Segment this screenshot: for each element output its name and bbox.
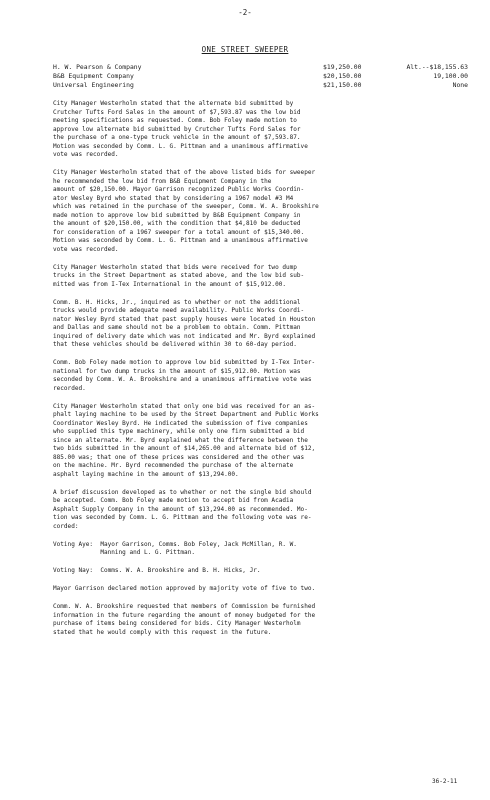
text-line: phalt laying machine to be used by the Street Department and Public Works (53, 411, 319, 418)
text-line: approve low alternate bid submitted by Crutcher Tufts Ford Sales for (53, 125, 301, 133)
text-line: trucks in the Street Department as stated above, and the low bid sub- (53, 272, 305, 279)
text-line: Voting Nay: Comms. W. A. Brookshire and B. H. Hicks, Jr. (53, 567, 261, 574)
text-line: seconded by Comm. W. A. Brookshire and a unanimous affirmative vote was (53, 376, 312, 383)
footer-mark: 36-2-11 (432, 778, 458, 785)
bid-vendor: Universal Engineering (53, 81, 134, 89)
text-line: Manning and L. G. Pittman. (53, 549, 195, 556)
minutes-paragraph (53, 567, 468, 576)
minutes-body (53, 100, 468, 647)
text-line: Coordinator Wesley Byrd. He indicated the submission of five companies (53, 419, 308, 427)
minutes-paragraph (53, 359, 468, 393)
text-line: on the machine. Mr. Byrd recommended the purchase of the alternate (53, 462, 294, 469)
text-line: who supplied this type machinery, while only one firm submitted a bid (53, 428, 305, 435)
bid-table (53, 63, 468, 90)
text-line: purchase of items being considered for bids. City Manager Westerholm (53, 620, 301, 627)
bid-amount-alternate: None (452, 81, 468, 89)
text-line: two bids submitted in the amount of $14,265.00 and alternate bid of $12, (53, 445, 316, 452)
text-line: tion was seconded by Comm. L. G. Pittman and the following vote was re- (53, 514, 312, 521)
text-line: Motion was seconded by Comm. L. G. Pittman and a unanimous affirmative (53, 142, 308, 150)
bid-amount-primary: $21,150.00 (323, 81, 362, 89)
bid-vendor: B&B Equipment Company (53, 72, 134, 80)
text-line: City Manager Westerholm stated that only one bid was received for an as- (53, 402, 316, 410)
text-line: Comm. W. A. Brookshire requested that members of Commission be furnished (53, 603, 316, 610)
minutes-paragraph (53, 489, 468, 532)
text-line: recorded. (53, 384, 86, 392)
bid-vendor: H. W. Pearson & Company (53, 63, 142, 71)
text-line: that these vehicles should be delivered within 30 to 60-day period. (53, 341, 297, 348)
text-line: for consideration of a 1967 sweeper for a total amount of $15,340.00. (53, 228, 305, 236)
text-line: inquired of delivery date which was not indicated and Mr. Byrd explained (53, 332, 316, 340)
text-line: Comm. B. H. Hicks, Jr., inquired as to whether or not the additional (53, 298, 301, 306)
text-line: mitted was from I-Tex International in the amount of $15,912.00. (53, 280, 286, 288)
text-line: 885.00 was; that one of these prices was considered and the other was (53, 453, 305, 461)
text-line: Voting Aye: Mayor Garrison, Comms. Bob Foley, Jack McMillan, R. W. (53, 540, 297, 548)
minutes-paragraph (53, 403, 468, 480)
text-line: stated that he would comply with this request in the future. (53, 628, 272, 636)
bid-row (53, 72, 468, 81)
text-line: vote was recorded. (53, 245, 119, 253)
minutes-paragraph (53, 264, 468, 290)
text-line: since an alternate. Mr. Byrd explained what the difference between the (53, 436, 308, 444)
text-line: Mayor Garrison declared motion approved by majority vote of five to two. (53, 585, 316, 592)
text-line: information in the future regarding the amount of money budgeted for the (53, 611, 316, 619)
text-line: and Dallas and same should not be a problem to obtain. Comm. Pittman (53, 324, 301, 331)
text-line: ator Wesley Byrd who stated that by considering a 1967 model #3 M4 (53, 194, 294, 202)
page-number: -2- (238, 8, 252, 17)
text-line: City Manager Westerholm stated that bids were received for two dump (53, 263, 297, 271)
text-line: made motion to approve low bid submitted by B&B Equipment Company in (53, 211, 301, 219)
text-line: Motion was seconded by Comm. L. G. Pittman and a unanimous affirmative (53, 237, 308, 244)
text-line: national for two dump trucks in the amount of $15,912.00. Motion was (53, 367, 301, 375)
text-line: asphalt laying machine in the amount of $13,294.00. (53, 470, 239, 478)
text-line: be accepted. Comm. Bob Foley made motion to accept bid from Acadia (53, 497, 294, 504)
bid-amount-alternate: 19,100.00 (433, 72, 468, 80)
text-line: Comm. Bob Foley made motion to approve low bid submitted by I-Tex Inter- (53, 359, 316, 366)
text-line: corded: (53, 522, 79, 530)
minutes-paragraph (53, 299, 468, 350)
text-line: Crutcher Tufts Ford Sales in the amount of $7,593.87 was the low bid (53, 108, 301, 116)
bid-row (53, 81, 468, 90)
text-line: meeting specifications as requested. Comm. Bob Foley made motion to (53, 117, 297, 124)
minutes-paragraph (53, 603, 468, 637)
text-line: vote was recorded. (53, 151, 119, 158)
text-line: trucks would provide adequate need availability. Public Works Coordi- (53, 307, 305, 314)
text-line: the purchase of a one-type truck vehicle in the amount of $7,593.87. (53, 134, 301, 141)
bid-amount-primary: $20,150.00 (323, 72, 362, 80)
bid-amount-alternate: Alt.--$18,155.63 (406, 63, 468, 71)
text-line: nator Wesley Byrd stated that past supply houses were located in Houston (53, 315, 316, 323)
text-line: the amount of $20,150.00, with the condition that $4,810 be deducted (53, 220, 301, 227)
text-line: A brief discussion developed as to whether or not the single bid should (53, 488, 312, 496)
minutes-paragraph (53, 100, 468, 160)
text-line: City Manager Westerholm stated that of the above listed bids for sweeper (53, 169, 316, 176)
section-heading: ONE STREET SWEEPER (201, 45, 289, 54)
text-line: amount of $20,150.00. Mayor Garrison recognized Public Works Coordin- (53, 186, 305, 193)
text-line: Asphalt Supply Company in the amount of $13,294.00 as recommended. Mo- (53, 505, 308, 513)
minutes-paragraph (53, 585, 468, 594)
text-line: which was retained in the purchase of the sweeper, Comm. W. A. Brookshire (53, 203, 319, 210)
text-line: he recommended the low bid from B&B Equipment Company in the (53, 177, 272, 185)
bid-amount-primary: $19,250.00 (323, 63, 362, 71)
minutes-paragraph (53, 541, 468, 558)
bid-row (53, 63, 468, 72)
text-line: City Manager Westerholm stated that the alternate bid submitted by (53, 100, 294, 107)
minutes-paragraph (53, 169, 468, 254)
